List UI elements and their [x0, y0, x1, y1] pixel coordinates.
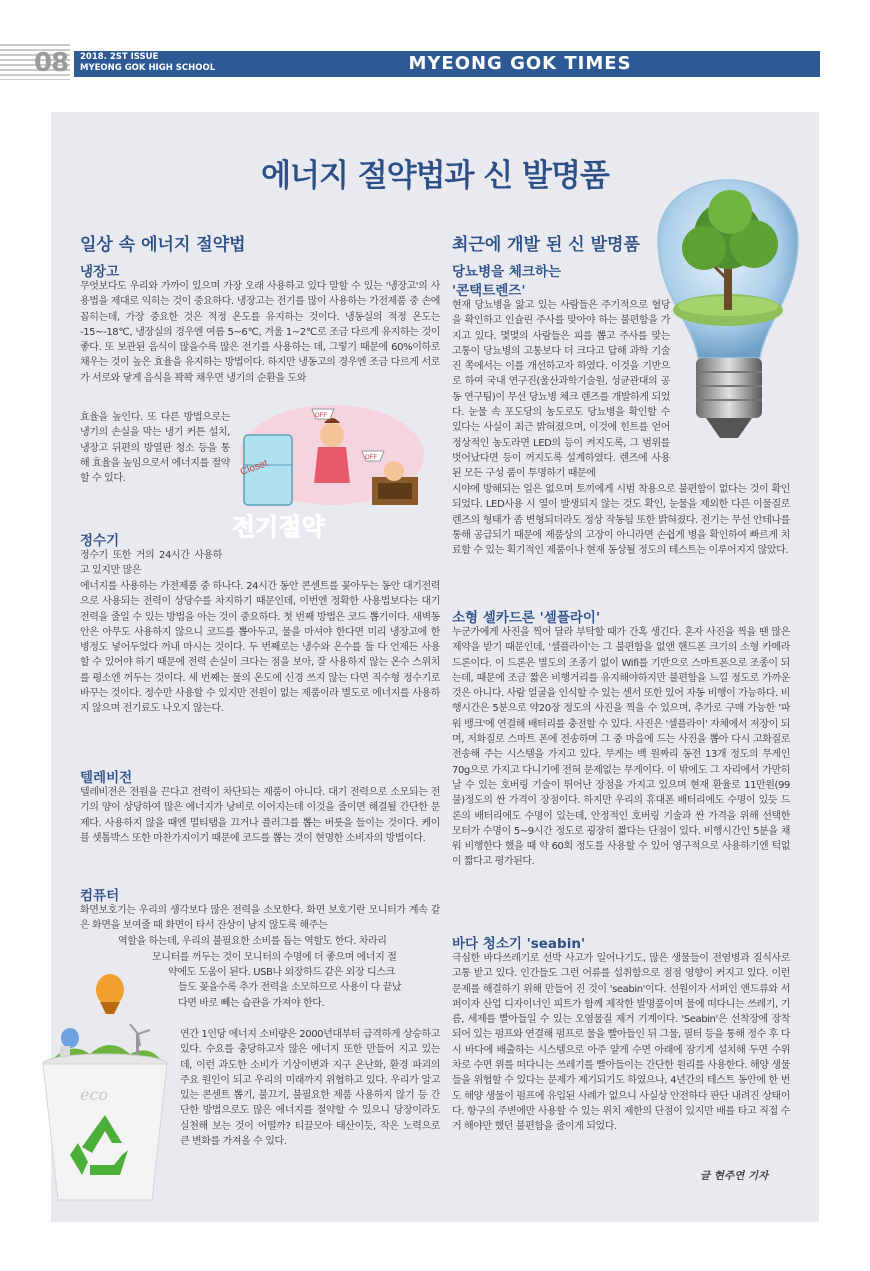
pc-text-2	[118, 934, 440, 949]
lens-text	[452, 298, 670, 482]
newspaper-title: MYEONG GOK TIMES	[408, 53, 632, 74]
pc-paragraph-7: 연간 1인당 에너지 소비량은 2000년대부터 급격하게 상승하고 있다. 수요를 충당하고자 많은 에너지 또한 만들어 지고 있는 데, 이런 과도한 소비가 기상이변과 지구 온난화, 환경 파괴의 주요 원인이 되고 우리의 미래까지 위협하고 있다. 우리가 알고 있는 콘센트 뽑기, 불끄기, 불필요한 제품 사용하지 않기 등 간단한 방법으로도 많은 에너지를 절약할 수 있으니 당장이라도 실천해 보는 것이 어떨까? 티끌모아 태산이듯, 작은 노력으로 큰 변화를 가져올 수 있다.	[180, 1029, 440, 1148]
illustration-caption: 전기절약	[232, 513, 325, 541]
eco-cup-illustration	[30, 950, 180, 1210]
lens-paragraph-1: 현재 당뇨병을 앓고 있는 사람들은 주기적으로 혈당을 확인하고 인슐린 주사를 맞아야 하는 불편함을 가지고 있다. 몇몇의 사람들은 피를 뽑고 주사를 맞는 고통이 당뇨병의 고통보다 더 크다고 답해 과학 기술진 쪽에서는 이를 개선하고자 하였다. 이것을 기반으로 하여 국내 연구진(울산과학기술원, 성균관대의 공동 연구팀)이 무선 당뇨병 체크 렌즈를 개발하게 되었다. 눈물 속 포도당의 농도로도 당뇨병을 확인할 수 있다는 사실이 최근 밝혀졌으며, 이것에 힌트를 얻어 정상적인 농도라면 LED의 등이 켜지도록, 그 범위를 벗어났다면 등이 꺼지도록 설계하였다. 렌즈에 사용 된 모든 구성 품이 투명하기 때문에	[452, 300, 670, 480]
cup-eco-label: eco	[80, 1085, 109, 1104]
fridge-paragraph-1: 무엇보다도 우리와 가까이 있으며 가장 오래 사용하고 있다 말할 수 있는 '냉장고'의 사용법을 제대로 익히는 것이 중요하다. 냉장고는 전기를 많이 사용하는 가전제품 중 손에 꼽히는데, 가장 중요한 것은 적정 온도를 유지하는 것이다. 냉동실의 적정 온도는 -15~-18℃, 냉장실의 경우엔 여름 5~6℃, 겨울 1~2℃로 조금 다르게 유지하는 것이 좋다. 또 보관된 음식이 많을수록 많은 전기를 사용하는 데, 그렇기 때문에 60%이하로 채우는 것이 높은 효율을 유지하는 방법이다. 하지만 냉동고의 경우엔 조금 다르게 서로가 서로와 닿게 음식을 꽉꽉 채우면 냉기의 순환을 도와	[80, 281, 440, 384]
pc-paragraph-5: 들도 꽂을수록 추가 전력을 소모하므로 사용이 다 끝났	[178, 982, 402, 993]
pc-paragraph-6: 다면 바로 빼는 습관을 가져야 한다.	[178, 998, 325, 1009]
off-label-2: OFF	[365, 455, 377, 461]
pc-paragraph-4: 약에도 도움이 된다. USB나 외장하드 같은 외장 디스크	[168, 967, 395, 978]
water-text-continued	[80, 579, 440, 717]
fridge-text	[80, 279, 440, 386]
water-heading: 정수기	[80, 533, 120, 549]
pc-text-5	[178, 980, 440, 995]
closet-label: Closet	[238, 457, 270, 478]
pc-text-1	[80, 903, 440, 934]
energy-saving-illustration	[222, 395, 440, 545]
pc-paragraph-1: 화면보호기는 우리의 생각보다 많은 전력을 소모한다. 화면 보호기란 모니터가 계속 같은 화면을 보여줄 때 화면이 타서 잔상이 남지 않도록 해주는	[80, 905, 440, 932]
drone-heading: 소형 셀카드론 '셀플라이'	[452, 610, 601, 626]
water-text	[80, 548, 222, 579]
fridge-heading: 냉장고	[80, 264, 120, 280]
pc-text-3	[152, 950, 440, 965]
page-title: 에너지 절약법과 신 발명품	[261, 158, 609, 194]
tv-heading: 텔레비전	[80, 770, 133, 786]
lens-paragraph-2: 시야에 방해되는 일은 없으며 토끼에게 시범 착용으로 불편함이 없다는 것이 확인되었다. LED사용 시 열이 발생되지 않는 것도 확인, 눈물을 제외한 다른 이물질로 렌즈의 형태가 좀 변형되더라도 정상 작동됨 또한 밝혀졌다. 전기는 무선 안테나를 통해 공급되기 때문에 제품상의 고장이 아니라면 손쉽게 병을 확인하여 빠르게 치료할 수 있는 획기적인 제품이나 현재 동상될 정도의 테스트는 이루어지지 않았다.	[452, 484, 790, 557]
tv-text	[80, 785, 440, 846]
drone-text	[452, 625, 790, 870]
lens-heading-1: 당뇨병을 체크하는	[452, 264, 562, 280]
left-section-title: 일상 속 에너지 절약법	[80, 235, 246, 255]
pc-text-4	[168, 965, 440, 980]
issue-info	[80, 52, 215, 74]
water-paragraph-2: 에너지를 사용하는 가전제품 중 하나다. 24시간 동안 콘센트를 꽂아두는 동안 대기전력으로 사용되는 전력이 상당수를 차지하기 때문인데, 이번엔 정확한 사용법보다는 대기전력을 줄일 수 있는 방법을 아는 것이 중요하다. 첫 번째 방법은 코드 뽑기이다. 새벽동안은 아무도 사용하지 않으니 코드를 뽑아두고, 물을 마셔야 한다면 미리 냉장고에 한 병정도 넣어두었다 꺼내 마시는 것이다. 두 번째로는 냉수와 온수를 둘 다 언제든 사용할 수 있어야 하기 때문에 전력 손실이 크다는 점을 보아, 잘 사용하지 않는 온수 스위치를 평소엔 꺼두는 것이다. 세 번째는 물의 온도에 신경 쓰지 않는 다면 직수형 정수기로 바꾸는 것이다. 정수만 사용할 수 있지만 전원이 없는 제품이라 별도로 에너지를 사용하지 않으며 전기료도 나오지 않는다.	[80, 581, 440, 715]
fridge-paragraph-2: 효율을 높인다. 또 다른 방법으로는 냉기의 손실을 막는 냉기 커튼 설치, 냉장고 뒤편의 방열판 청소 등을 통해 효율을 높임으로서 에너지를 절약할 수 있다.	[80, 412, 231, 485]
right-section-title: 최근에 개발 된 신 발명품	[452, 235, 640, 255]
lens-text-continued	[452, 482, 790, 558]
pc-paragraph-3: 모니터를 꺼두는 것이 모니터의 수명에 더 좋으며 에너지 절	[152, 952, 397, 963]
pc-text-6	[178, 996, 440, 1011]
tv-paragraph: 텔레비전은 전원을 끈다고 전력이 차단되는 제품이 아니다. 대기 전력으로 소모되는 전기의 양이 상당하여 많은 에너지가 낭비로 이어지는데 이것을 줄이면 해결될 간단한 문제다. 사용하지 않을 때엔 멀티탭을 끄거나 플러그를 뽑는 버릇을 들이는 것이다. 케이블 셋톱박스 또한 마찬가지이기 때문에 코드를 뽑는 것이 현명한 소비자의 방법이다.	[80, 787, 440, 844]
fridge-text-continued	[80, 410, 230, 486]
off-label-1: OFF	[315, 413, 327, 419]
pc-text-7	[180, 1027, 440, 1149]
pc-paragraph-2: 역할을 하는데, 우리의 불필요한 소비를 돕는 역할도 한다. 차라리	[118, 936, 387, 947]
issue-line2: MYEONG GOK HIGH SCHOOL	[80, 63, 216, 73]
seabin-heading: 바다 청소기 'seabin'	[452, 936, 586, 952]
water-paragraph-1: 정수기 또한 거의 24시간 사용하고 있지만 많은	[80, 550, 222, 577]
lens-heading-2: '콘택트렌즈'	[452, 283, 526, 299]
pc-heading: 컴퓨터	[80, 888, 120, 904]
seabin-paragraph: 극심한 바다쓰레기로 선박 사고가 일어나기도, 많은 생물들이 전염병과 질식사로 고통 받고 있다. 인간들도 그런 어류를 섭취함으로 점점 영향이 커지고 있다. 이런 문제를 해결하기 위해 만들어 진 것이 'seabin'이다. 선원이자 서퍼인 앤드류와 서퍼이자 산업 디자이너인 피트가 함께 제작한 발명품이며 물에 떠다니는 쓰레기, 기름, 세제를 빨아들일 수 있는 오염물질 제거 기계이다. 'Seabin'은 선착장에 장착 되어 있는 펌프와 연결해 펌프로 물을 빨아들인 뒤 그물, 필터 등을 통해 정수 후 다시 바다에 배출하는 시스템으로 아주 얕게 수면 아래에 잠기게 설치해 두면 수위 차로 수면 위를 떠다니는 쓰레기를 빨아들이는 간단한 원리를 사용한다. 해양 생물들을 위협할 수 있다는 문제가 제기되기도 하였으나, 4년간의 테스트 동안에 한 번도 해양 생물이 펌프에 유입된 사례가 없으니 사실상 안전하다 판단 내려진 상태이다. 항구의 주변에만 사용할 수 있는 위치 제한의 단점이 있지만 배를 타고 직접 수거 해야만 했던 불편함을 줄이게 되었다.	[452, 953, 791, 1133]
page-number: 08	[34, 48, 69, 78]
issue-line1: 2018. 2ST ISSUE	[80, 52, 159, 62]
byline: 글 현주연 기자	[700, 1170, 769, 1182]
drone-paragraph: 누군가에게 사진을 찍어 달라 부탁할 때가 간혹 생긴다. 혼자 사진을 찍을 땐 많은 제약을 받기 때문인데, '셀플라이'는 그 불편함을 없앤 핸드폰 크기의 소형 카메라 드론이다. 이 드론은 별도의 조종기 없이 Wifi를 기반으로 스마트폰으로 조종이 되는데, 때문에 조금 짧은 비행거리를 유지해야하지만 불편함을 느낄 정도로 가까운 것은 아니다. 사람 얼굴을 인식할 수 있는 센서 또한 있어 자동 비행이 가능하다. 비행시간은 5분으로 약20장 정도의 사진을 찍을 수 있으며, 추가로 구매 가능한 '파워 뱅크'에 연결해 배터리를 충전할 수 있다. 사진은 '셀플라이' 자체에서 저장이 되며, 저화질로 스마트 폰에 전송하며 그 중 마음에 드는 사진을 뽑아 다시 고화질로 전송해 주는 시스템을 가지고 있다. 무게는 백 원짜리 동전 13개 정도의 무게인 70g으로 가지고 다니기에 전혀 문제없는 무게이다. 이 밖에도 그 자리에서 가만히 날 수 있는 호버링 기술이 뛰어난 장점을 가지고 있으며 현재 환율로 11만원(99불)정도의 싼 가격이 장점이다. 하지만 우리의 휴대폰 배터리에도 수명이 있듯 드론의 배터리에도 수명이 있는데, 안정적인 호버링 기술과 싼 가격을 위해 선택한 모터가 수명이 5~9시간 정도로 굉장히 짧다는 단점이 있다. 비행시간인 5분을 채워 비행한다 했을 때 약 60회 정도를 사용할 수 있어 영구적으로 사용하기엔 턱없이 짧다고 평가된다.	[452, 627, 791, 868]
seabin-text	[452, 951, 790, 1135]
